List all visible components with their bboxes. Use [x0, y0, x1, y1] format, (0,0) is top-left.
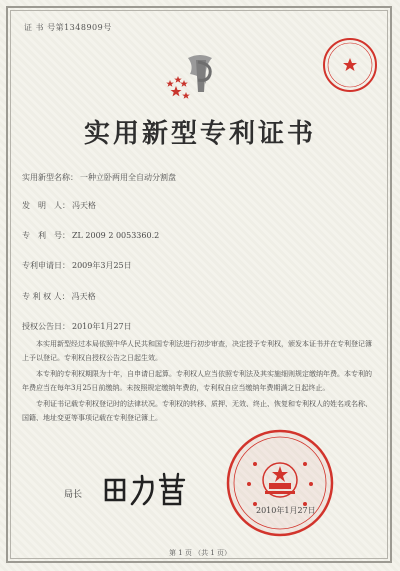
- field-value: 冯天格: [71, 292, 96, 301]
- field-label: 专 利 号：: [22, 231, 70, 240]
- field-utility-model-name: [22, 172, 176, 183]
- field-label: 专利申请日：: [22, 261, 70, 270]
- field-patentee: [22, 291, 96, 302]
- certificate-body: [22, 338, 378, 428]
- field-value: 一种立卧两用全自动分割盘: [80, 173, 176, 182]
- field-label: 专 利 权 人：: [22, 292, 70, 301]
- stamp-date: 2010年1月27日: [256, 506, 316, 515]
- field-value: ZL 2009 2 0053360.2: [72, 231, 160, 240]
- field-value: 冯天格: [72, 201, 96, 210]
- certificate-title: 实用新型专利证书: [83, 119, 316, 149]
- certificate-number: 证 书 号第1348909号: [24, 23, 112, 32]
- body-paragraph: 本实用新型经过本局依照中华人民共和国专利法进行初步审查，决定授予专利权，颁发本证书并在专利登记簿上予以登记。专利权自授权公告之日起生效。: [22, 340, 372, 362]
- agency-seal-icon: [321, 36, 379, 98]
- field-grant-date: [22, 321, 132, 332]
- field-value: 2009年3月25日: [72, 261, 132, 270]
- field-label: 发 明 人：: [22, 201, 70, 210]
- field-label: 实用新型名称：: [22, 173, 78, 182]
- director-signature: [100, 470, 190, 514]
- field-value: 2010年1月27日: [72, 322, 132, 331]
- national-emblem-seal-icon: [225, 428, 335, 542]
- field-patent-no: [22, 230, 159, 241]
- body-paragraph: 专利证书记载专利权登记时的法律状况。专利权的转移、质押、无效、终止、恢复和专利权人的姓名或名称、国籍、地址变更等事项记载在专利登记簿上。: [22, 400, 372, 422]
- body-paragraph: 本专利的专利权期限为十年，自申请日起算。专利权人应当依照专利法及其实施细则规定缴纳年费。本专利的年费应当在每年3月25日前缴纳。未按照规定缴纳年费的，专利权自应当缴纳年费期满之日起终止。: [22, 370, 372, 392]
- director-label: 局长: [64, 490, 83, 500]
- page-footer: 第 1 页 （共 1 页）: [168, 549, 232, 557]
- field-label: 授权公告日：: [22, 322, 70, 331]
- patent-office-emblem-icon: [160, 52, 240, 114]
- field-filing-date: [22, 260, 132, 271]
- field-inventor: [22, 200, 96, 211]
